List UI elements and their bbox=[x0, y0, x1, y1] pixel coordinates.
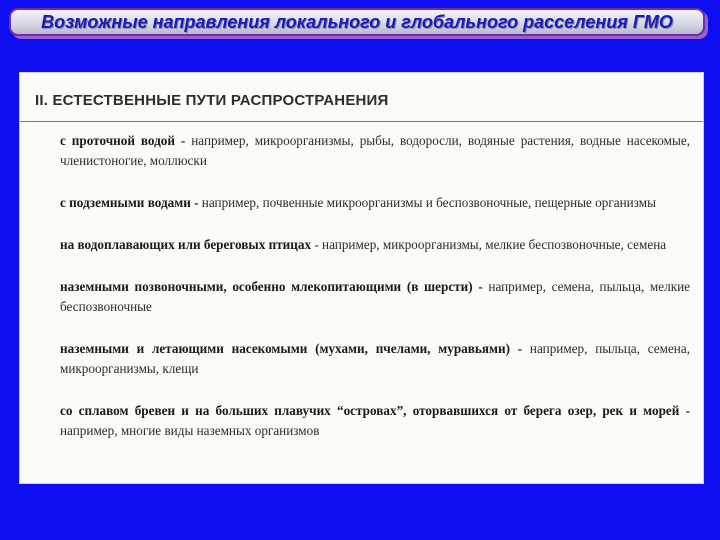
item-text: например, пыльца, семена, микроорганизмы, клещи bbox=[60, 341, 691, 376]
heading-divider bbox=[20, 121, 703, 122]
slide-title-bar bbox=[9, 8, 705, 36]
item-term: с подземными водами - bbox=[60, 195, 199, 210]
item-text: например, микроорганизмы, рыбы, водоросли, водяные растения, водные насекомые, членистоногие, моллюски bbox=[60, 133, 690, 168]
content-panel bbox=[19, 72, 704, 484]
item-term: со сплавом бревен и на больших плавучих “островах”, оторвавшихся от берега озер, рек и морей - bbox=[60, 403, 690, 418]
panel-heading: II. ЕСТЕСТВЕННЫЕ ПУТИ РАСПРОСТРАНЕНИЯ bbox=[35, 92, 389, 109]
item-term: с проточной водой - bbox=[60, 133, 186, 148]
item-text: - например, микроорганизмы, мелкие беспозвоночные, семена bbox=[311, 237, 667, 252]
item-text: например, почвенные микроорганизмы и беспозвоночные, пещерные организмы bbox=[198, 195, 656, 210]
list-item bbox=[60, 339, 690, 379]
item-term: на водоплавающих или береговых птицах bbox=[60, 237, 312, 252]
list-item bbox=[60, 277, 690, 317]
spread-routes-list bbox=[60, 131, 690, 463]
item-text: например, многие виды наземных организмов bbox=[60, 423, 320, 438]
list-item bbox=[60, 131, 690, 171]
item-text: например, семена, пыльца, мелкие беспозвоночные bbox=[60, 279, 691, 314]
item-term: наземными и летающими насекомыми (мухами, пчелами, муравьями) - bbox=[60, 341, 523, 356]
slide-title: Возможные направления локального и глобального расселения ГМО bbox=[41, 11, 673, 32]
list-item bbox=[60, 235, 690, 255]
list-item bbox=[60, 401, 690, 441]
list-item bbox=[60, 193, 690, 213]
item-term: наземными позвоночными, особенно млекопитающими (в шерсти) - bbox=[60, 279, 483, 294]
